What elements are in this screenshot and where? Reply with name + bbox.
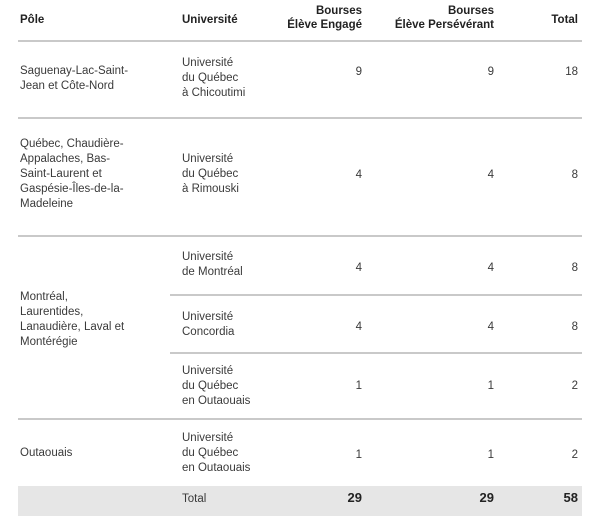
engage-value: 4 (355, 262, 362, 274)
total-perseverant: 29 (479, 490, 494, 505)
universite-line: Université (182, 311, 234, 323)
header-engage-line2: Élève Engagé (287, 19, 362, 31)
universite-line: du Québec (182, 72, 239, 84)
total-value: 2 (571, 449, 578, 461)
pole-line: Madeleine (20, 198, 74, 210)
total-value: 2 (571, 380, 578, 392)
pole-line: Gaspésie-Îles-de-la- (20, 183, 124, 195)
divider-row (170, 294, 582, 296)
header-pole: Pôle (20, 14, 45, 26)
total-value: 8 (571, 169, 578, 181)
universite-cell (182, 364, 250, 409)
perseverant-value: 9 (487, 66, 494, 78)
universite-line: du Québec (182, 168, 239, 180)
engage-value: 1 (355, 449, 362, 461)
universite-line: du Québec (182, 380, 239, 392)
perseverant-value: 1 (487, 449, 494, 461)
universite-cell (182, 152, 239, 197)
universite-line: Concordia (182, 326, 235, 338)
pole-line: Montréal, (20, 291, 68, 303)
pole-cell (20, 64, 160, 94)
pole-line: Outaouais (20, 447, 73, 459)
pole-line: Saint-Laurent et (20, 168, 102, 180)
header-perseverant-line1: Bourses (447, 5, 494, 17)
divider-row (18, 117, 582, 119)
total-label: Total (182, 493, 207, 505)
pole-line: Québec, Chaudière- (20, 138, 124, 150)
perseverant-value: 4 (487, 169, 494, 181)
pole-line: Laurentides, (20, 306, 84, 318)
total-row (18, 486, 582, 516)
perseverant-value: 4 (487, 262, 494, 274)
pole-line: Jean et Côte-Nord (20, 80, 114, 92)
universite-line: en Outaouais (182, 395, 251, 407)
header-universite: Université (182, 14, 238, 26)
perseverant-value: 1 (487, 380, 494, 392)
universite-cell (182, 431, 250, 476)
total-engage: 29 (347, 490, 362, 505)
universite-line: Université (182, 432, 234, 444)
universite-cell (182, 56, 245, 101)
universite-line: Université (182, 251, 234, 263)
engage-value: 4 (355, 169, 362, 181)
universite-cell (182, 310, 234, 340)
header-bourses-perseverant (354, 4, 494, 32)
header-bourses-engage (242, 4, 362, 32)
universite-line: Université (182, 57, 234, 69)
universite-cell (182, 250, 243, 280)
engage-value: 1 (355, 380, 362, 392)
total-value: 18 (565, 66, 578, 78)
universite-line: de Montréal (182, 266, 243, 278)
pole-line: Lanaudière, Laval et (20, 321, 125, 333)
header-perseverant-line2: Élève Persévérant (394, 19, 494, 31)
total-value: 8 (571, 262, 578, 274)
perseverant-value: 4 (487, 321, 494, 333)
pole-cell (20, 290, 170, 350)
universite-line: du Québec (182, 447, 239, 459)
divider-row (170, 352, 582, 354)
header-engage-line1: Bourses (315, 5, 362, 17)
total-grand: 58 (563, 490, 578, 505)
divider-header (18, 40, 582, 42)
universite-line: à Rimouski (182, 183, 239, 195)
engage-value: 9 (355, 66, 362, 78)
pole-line: Montérégie (20, 336, 78, 348)
universite-line: Université (182, 365, 234, 377)
universite-line: Université (182, 153, 234, 165)
engage-value: 4 (355, 321, 362, 333)
header-total: Total (551, 14, 578, 26)
universite-line: à Chicoutimi (182, 87, 246, 99)
divider-row (18, 418, 582, 420)
pole-line: Saguenay-Lac-Saint- (20, 65, 129, 77)
divider-row (18, 235, 582, 237)
total-value: 8 (571, 321, 578, 333)
pole-line: Appalaches, Bas- (20, 153, 111, 165)
pole-cell (20, 446, 72, 461)
pole-cell (20, 137, 165, 212)
universite-line: en Outaouais (182, 462, 251, 474)
